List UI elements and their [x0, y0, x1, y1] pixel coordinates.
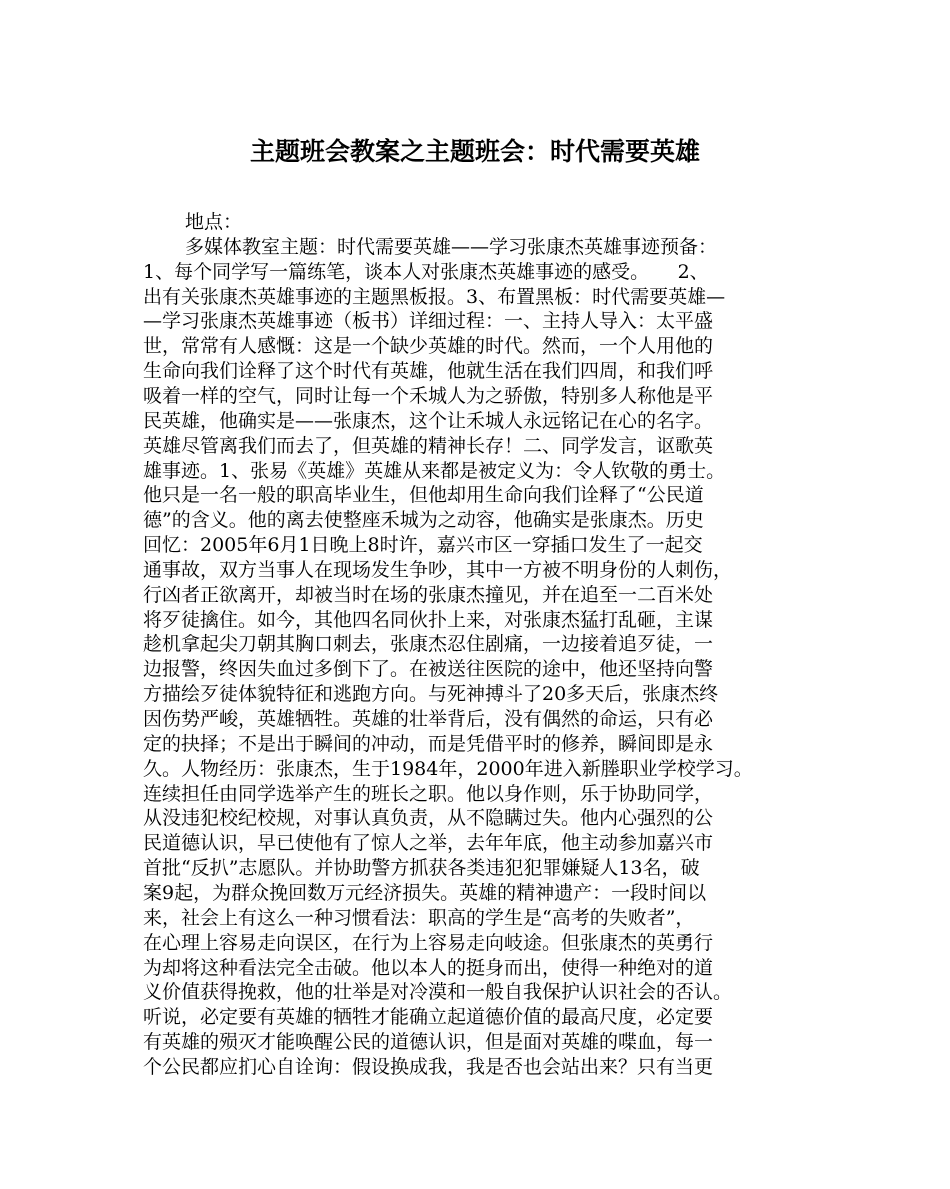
body-text-line: 因伤势严峻，英雄牺牲。英雄的壮举背后，没有偶然的命运，只有必: [143, 708, 714, 730]
body-text-line: 出有关张康杰英雄事迹的主题黑板报。3、布置黑板：时代需要英雄—: [143, 285, 726, 308]
body-text-line: 连续担任由同学选举产生的班长之职。他以身作则，乐于协助同学，: [143, 782, 714, 805]
body-text-line: 生命向我们诠释了这个时代有英雄，他就生活在我们四周，和我们呼: [143, 360, 714, 383]
body-text-line: 首批“反扒”志愿队。并协助警方抓获各类违犯犯罪嫌疑人13名，破: [143, 857, 700, 880]
body-text-line: 边报警，终因失血过多倒下了。在被送往医院的途中，他还坚持向警: [143, 658, 714, 681]
body-text-line: 从没违犯校纪校规，对事认真负责，从不隐瞒过失。他内心强烈的公: [143, 807, 714, 830]
body-text-line: 案9起，为群众挽回数万元经济损失。英雄的精神遗产：一段时间以: [143, 881, 707, 904]
body-text-line: 方描绘歹徒体貌特征和逃跑方向。与死神搏斗了20多天后，张康杰终: [143, 683, 719, 706]
body-text-line: —学习张康杰英雄事迹（板书）详细过程：一、主持人导入：太平盛: [143, 310, 714, 333]
body-text-line: 有英雄的殒灭才能唤醒公民的道德认识，但是面对英雄的喋血，每一: [143, 1031, 714, 1054]
body-text-line: 在心理上容易走向误区，在行为上容易走向岐途。但张康杰的英勇行: [143, 931, 714, 954]
body-text-line: 吸着一样的空气，同时让每一个禾城人为之骄傲，特别多人称他是平: [143, 384, 714, 407]
body-text-line: 定的抉择；不是出于瞬间的冲动，而是凭借平时的修养，瞬间即是永: [143, 732, 714, 755]
body-text-line: 他只是一名一般的职高毕业生，但他却用生命向我们诠释了“公民道: [143, 484, 704, 507]
body-text-line: 民道德认识，早已使他有了惊人之举，去年年底，他主动参加嘉兴市: [143, 832, 714, 855]
body-text-line: 回忆：2005年6月1日晚上8时许，嘉兴市区一穿插口发生了一起交: [143, 534, 703, 557]
body-text-line: 通事故，双方当事人在现场发生争吵，其中一方被不明身份的人刺伤，: [143, 558, 733, 581]
body-text-line: 多媒体教室主题：时代需要英雄——学习张康杰英雄事迹预备：: [185, 235, 718, 258]
body-text-line: 听说，必定要有英雄的牺牲才能确立起道德价值的最高尺度，必定要: [143, 1006, 714, 1029]
body-text-line: 英雄尽管离我们而去了，但英雄的精神长存！二、同学发言，讴歌英: [143, 434, 714, 457]
body-text-line: 久。人物经历：张康杰，生于1984年，2000年进入新塍职业学校学习。: [143, 757, 753, 780]
body-text-line: 德”的含义。他的离去使整座禾城为之动容，他确实是张康杰。历史: [143, 509, 704, 532]
body-text-line: 将歹徒擒住。如今，其他四名同伙扑上来，对张康杰猛打乱砸，主谋: [143, 608, 714, 631]
body-text-line: 世，常常有人感慨：这是一个缺少英雄的时代。然而，一个人用他的: [143, 335, 714, 358]
body-text-line: 为却将这种看法完全击破。他以本人的挺身而出，使得一种绝对的道: [143, 956, 714, 979]
document-title: 主题班会教案之主题班会：时代需要英雄: [249, 137, 700, 166]
body-text-line: 雄事迹。1、张易《英雄》英雄从来都是被定义为：令人钦敬的勇士。: [143, 459, 726, 482]
body-text-line: 1、每个同学写一篇练笔，谈本人对张康杰英雄事迹的感受。 2、: [143, 260, 709, 283]
body-text-line: 行凶者正欲离开，却被当时在场的张康杰撞见，并在追至一二百米处: [143, 583, 714, 606]
body-text-line: 地点：: [185, 211, 243, 233]
body-text-line: 个公民都应扪心自诠询：假设换成我，我是否也会站出来？只有当更: [143, 1055, 714, 1078]
body-text-line: 趁机拿起尖刀朝其胸口刺去，张康杰忍住剧痛，一边接着追歹徒，一: [143, 633, 714, 656]
body-text-line: 义价值获得挽救，他的壮举是对冷漠和一般自我保护认识社会的否认。: [143, 981, 733, 1004]
body-text-line: 来，社会上有这么一种习惯看法：职高的学生是“高考的失败者”，: [143, 906, 695, 929]
body-text-line: 民英雄，他确实是——张康杰，这个让禾城人永远铭记在心的名字。: [143, 409, 714, 432]
